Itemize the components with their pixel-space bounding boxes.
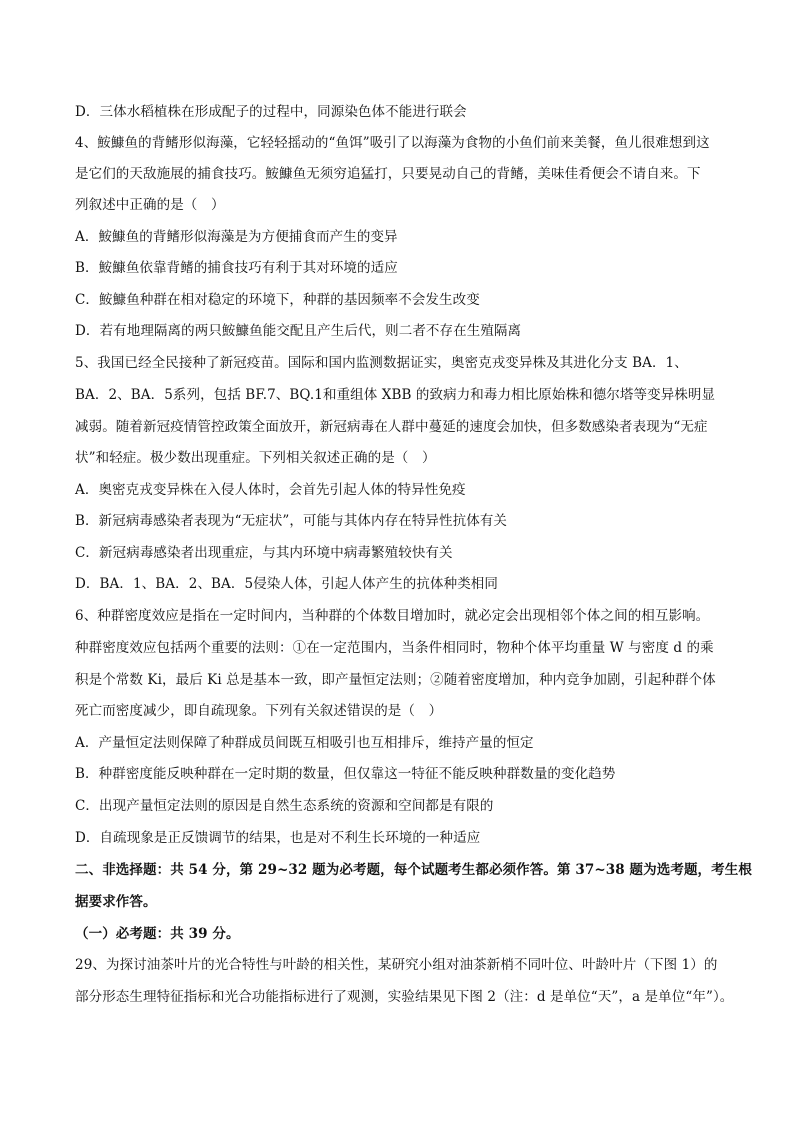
question-6-stem-line-3: 积是个常数 Ki，最后 Ki 总是基本一致，即产量恒定法则；②随着密度增加，种内竞争加剧，引起种群个体 (75, 672, 716, 688)
question-6-option-d: D．自疏现象是正反馈调节的结果，也是对不利生长环境的一种适应 (75, 830, 481, 846)
question-6-stem-line-4: 死亡而密度减少，即自疏现象。下列有关叙述错误的是（ ） (75, 703, 443, 719)
question-5-stem-line-4: 状”和轻症。极少数出现重症。下列相关叙述正确的是（ ） (75, 450, 436, 466)
question-5-stem-line-2: BA．2、BA．5系列，包括 BF.7、BQ.1和重组体 XBB 的致病力和毒力相比原始株和德尔塔等变异株明显 (75, 387, 716, 403)
section-2-heading-line-2: 据要求作答。 (75, 894, 157, 910)
section-2-heading-line-1: 二、非选择题：共 54 分，第 29~32 题为必考题，每个试题考生都必须作答。第 37~38 题为选考题，考生根 (75, 862, 752, 878)
question-6-stem-line-1: 6、种群密度效应是指在一定时间内，当种群的个体数目增加时，就必定会出现相邻个体之间的相互影响。 (75, 608, 710, 624)
question-6-stem-line-2: 种群密度效应包括两个重要的法则：①在一定范围内，当条件相同时，物种个体平均重量 W 与密度 d 的乘 (75, 640, 714, 656)
question-6-option-c: C．出现产量恒定法则的原因是自然生态系统的资源和空间都是有限的 (75, 798, 494, 814)
question-5-option-c: C．新冠病毒感染者出现重症，与其内环境中病毒繁殖较快有关 (75, 545, 453, 561)
question-4-stem-line-3: 列叙述中正确的是（ ） (75, 197, 225, 213)
question-5-stem-line-1: 5、我国已经全民接种了新冠疫苗。国际和国内监测数据证实，奥密克戎变异株及其进化分支 BA．1、 (75, 355, 688, 371)
question-5-option-b: B．新冠病毒感染者表现为“无症状”，可能与其体内存在特异性抗体有关 (75, 513, 508, 529)
question-5-option-a: A．奥密克戎变异株在入侵人体时，会首先引起人体的特异性免疫 (75, 482, 466, 498)
option-3-d: D．三体水稻植株在形成配子的过程中，同源染色体不能进行联会 (75, 104, 467, 120)
question-4-option-a: A．鮟鱇鱼的背鳍形似海藻是为方便捕食而产生的变异 (75, 229, 398, 245)
question-5-option-d: D．BA．1、BA．2、BA．5侵染人体，引起人体产生的抗体种类相同 (75, 576, 498, 592)
question-4-option-c: C．鮟鱇鱼种群在相对稳定的环境下，种群的基因频率不会发生改变 (75, 292, 480, 308)
question-29-stem-line-2: 部分形态生理特征指标和光合功能指标进行了观测，实验结果见下图 2（注：d 是单位“天”，a 是单位“年”）。 (75, 989, 734, 1005)
question-5-stem-line-3: 减弱。随着新冠疫情管控政策全面放开，新冠病毒在人群中蔓延的速度会加快，但多数感染者表现为“无症 (75, 419, 708, 435)
question-4-stem-line-2: 是它们的天敌施展的捕食技巧。鮟鱇鱼无须穷追猛打，只要晃动自己的背鳍，美味佳肴便会不请自来。下 (75, 166, 701, 182)
question-6-option-b: B．种群密度能反映种群在一定时期的数量，但仅靠这一特征不能反映种群数量的变化趋势 (75, 766, 616, 782)
required-section-heading: （一）必考题：共 39 分。 (75, 926, 240, 942)
question-29-stem-line-1: 29、为探讨油茶叶片的光合特性与叶龄的相关性，某研究小组对油茶新梢不同叶位、叶龄叶片（下图 1）的 (75, 957, 718, 973)
question-4-option-b: B．鮟鱇鱼依靠背鳍的捕食技巧有利于其对环境的适应 (75, 260, 398, 276)
question-4-option-d: D．若有地理隔离的两只鮟鱇鱼能交配且产生后代，则二者不存在生殖隔离 (75, 323, 522, 339)
question-6-option-a: A．产量恒定法则保障了种群成员间既互相吸引也互相排斥，维持产量的恒定 (75, 735, 534, 751)
question-4-stem-line-1: 4、鮟鱇鱼的背鳍形似海藻，它轻轻摇动的“鱼饵”吸引了以海藻为食物的小鱼们前来美餐，鱼儿很难想到这 (75, 135, 710, 151)
